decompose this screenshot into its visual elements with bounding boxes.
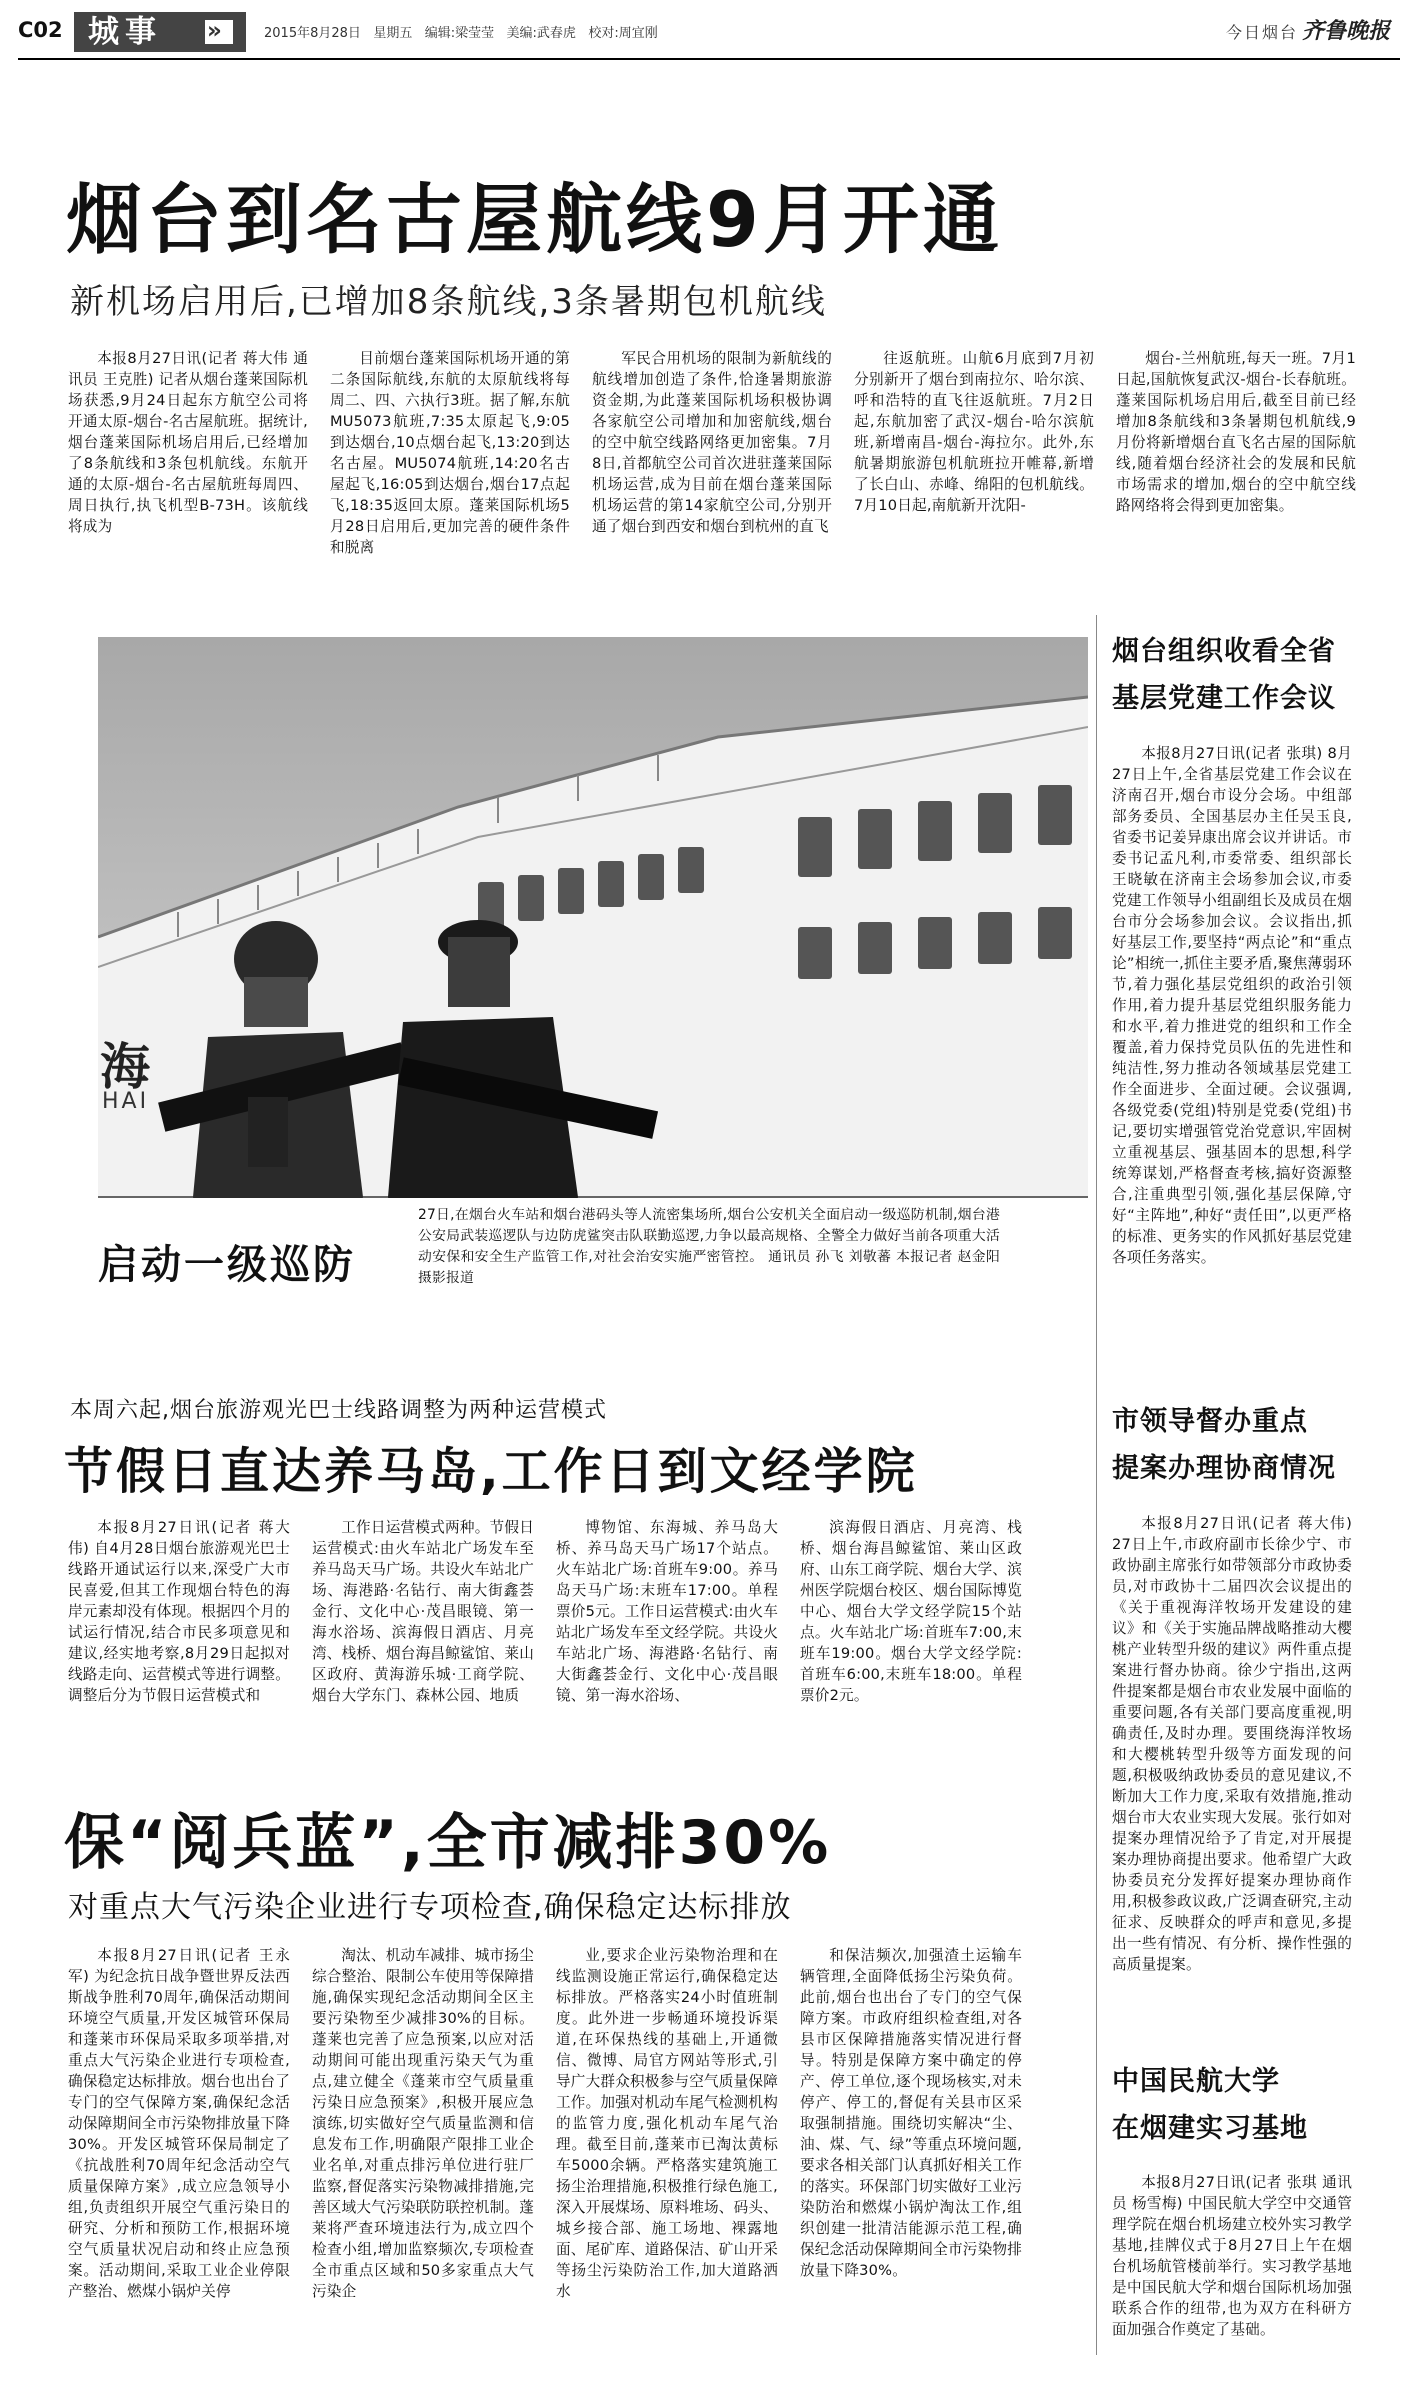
pollution-col-1: 本报8月27日讯(记者 王永军) 为纪念抗日战争暨世界反法西斯战争胜利70周年,确保活动期间环境空气质量,开发区城管环保局和蓬莱市环保局采取多项举措,对重点大气污染企业进行专项检查,确保稳定达标排放。烟台也出台了专门的空气保障方案,确保纪念活动保障期间全市污染物排放量下降30%。开发区城管环保局制定了《抗战胜利70周年纪念活动空气质量保障方案》,成立应急领导小组,负责组织开展空气重污染日的研究、分析和预防工作,根据环境空气质量状况启动和终止应急预案。活动期间,采取工业企业停限产整治、燃煤小锅炉关停 bbox=[68, 1947, 290, 2300]
proof-credit: 校对:周宜刚 bbox=[588, 26, 658, 41]
page-header bbox=[0, 0, 1417, 62]
header-rule bbox=[18, 58, 1400, 60]
ship-name-en: HAI bbox=[102, 1089, 150, 1114]
sidebar-divider bbox=[1096, 615, 1097, 2355]
sidebar1-body: 本报8月27日讯(记者 张琪) 8月27日上午,全省基层党建工作会议在济南召开,烟台市设分会场。中组部部务委员、全国基层办主任吴玉良,省委书记姜异康出席会议并讲话。市委书记孟凡利,市委常委、组织部长王晓敏在济南主会场参加会议,市委党建工作领导小组副组长及成员在烟台市分会场参加会议。会议指出,抓好基层工作,要坚持“两点论”和“重点论”相统一,抓住主要矛盾,聚焦薄弱环节,着力强化基层党组织的政治引领作用,着力提升基层党组织服务能力和水平,着力推进党的组织和工作全覆盖,着力保持党员队伍的先进性和纯洁性,努力推动各领域基层党建工作全面进步、全面过硬。会议强调,各级党委(党组)特别是党委(党组)书记,要切实增强管党治党意识,牢固树立重视基层、强基固本的思想,科学统筹谋划,严格督查考核,搞好资源整合,注重典型引领,强化基层保障,守好“主阵地”,种好“责任田”,以更严格的标准、更务实的作风抓好基层党建各项任务落实。 bbox=[1112, 745, 1352, 1266]
bus-kicker: 本周六起,烟台旅游观光巴士线路调整为两种运营模式 bbox=[70, 1398, 607, 1423]
art-credit: 美编:武春虎 bbox=[506, 26, 576, 41]
pollution-col-4: 和保洁频次,加强渣土运输车辆管理,全面降低扬尘污染负荷。此前,烟台也出台了专门的空气保障方案。市政府组织检查组,对各县市区保障措施落实情况进行督导。特别是保障方案中确定的停产、停工单位,逐个现场核实,对未停产、停工的,督促有关县市区采取强制措施。围绕切实解决“尘、油、煤、气、绿”等重点环境问题,要求各相关部门认真抓好相关工作的落实。环保部门切实做好工业污染防治和燃煤小锅炉淘汰工作,组织创建一批清洁能源示范工程,确保纪念活动保障期间全市污染物排放量下降30%。 bbox=[800, 1947, 1022, 2279]
section-name: 城事 bbox=[88, 14, 162, 50]
sidebar1-title-line1: 烟台组织收看全省 bbox=[1112, 636, 1336, 667]
pollution-subheadline: 对重点大气污染企业进行专项检查,确保稳定达标排放 bbox=[68, 1890, 792, 1925]
editor-credit: 编辑:梁莹莹 bbox=[424, 26, 495, 41]
column-name: 今日烟台 bbox=[1226, 23, 1299, 42]
lead-col-5: 烟台-兰州航班,每天一班。7月1日起,国航恢复武汉-烟台-长春航班。蓬莱国际机场启用后,截至目前已经增加8条航线和3条暑期包机航线,9月份将新增烟台直飞名古屋的国际航线,随着烟台经济社会的发展和民航市场需求的增加,烟台的空中航空线路网络将会得到更加密集。 bbox=[1116, 350, 1356, 514]
pollution-headline: 保“阅兵蓝”,全市减排30% bbox=[64, 1808, 832, 1878]
sidebar2-body: 本报8月27日讯(记者 蒋大伟) 27日上午,市政府副市长徐少宁、市政协副主席张行如带领部分市政协委员,对市政协十二届四次会议提出的《关于重视海洋牧场开发建设的建议》和《关于实施品牌战略推动大樱桃产业转型升级的建议》两件重点提案进行督办协商。徐少宁指出,这两件提案都是烟台市农业发展中面临的重要问题,各有关部门要高度重视,明确责任,及时办理。要围绕海洋牧场和大樱桃转型升级等方面发现的问题,积极吸纳政协委员的意见建议,不断加大工作力度,采取有效措施,推动烟台市大农业实现大发展。张行如对提案办理情况给予了肯定,对开展提案办理协商提出要求。他希望广大政协委员充分发挥好提案办理协商作用,积极参政议政,广泛调查研究,主动征求、反映群众的呼声和意见,多提出一些有情况、有分析、操作性强的高质量提案。 bbox=[1112, 1515, 1352, 1973]
chevron-glyph: » bbox=[207, 18, 222, 44]
pollution-col-2: 淘汰、机动车减排、城市扬尘综合整治、限制公车使用等保障措施,确保实现纪念活动期间全区主要污染物至少减排30%的目标。蓬莱也完善了应急预案,以应对活动期间可能出现重污染天气为重点,建立健全《蓬莱市空气质量重污染日应急预案》,积极开展应急演练,切实做好空气质量监测和信息发布工作,明确限产限排工业企业名单,对重点排污单位进行驻厂监察,督促落实污染物减排措施,完善区域大气污染联防联控机制。蓬莱将严查环境违法行为,成立四个检查小组,增加监察频次,专项检查全市重点区域和50多家重点大气污染企 bbox=[312, 1947, 534, 2300]
sidebar3-title-line1: 中国民航大学 bbox=[1112, 2066, 1280, 2097]
ship-name-cn: 海 bbox=[100, 1037, 150, 1096]
issue-weekday: 星期五 bbox=[373, 26, 413, 41]
bus-col-3: 博物馆、东海城、养马岛大桥、养马岛天马广场17个站点。火车站北广场:首班车9:00。养马岛天马广场:末班车17:00。单程票价5元。工作日运营模式:由火车站北广场发车至文经学院。共设火车站北广场、海港路·名钻行、南大街鑫荟金行、文化中心·茂昌眼镜、第一海水浴场、 bbox=[556, 1519, 778, 1704]
lead-col-2: 目前烟台蓬莱国际机场开通的第二条国际航线,东航的太原航线将每周二、四、六执行3班。据了解,东航MU5073航班,7:35太原起飞,9:05到达烟台,10点烟台起飞,13:20到达名古屋。MU5074航班,14:20名古屋起飞,16:05到达烟台,烟台17点起飞,18:35返回太原。蓬莱国际机场5月28日启用后,更加完善的硬件条件和脱离 bbox=[330, 350, 570, 556]
sidebar3-body: 本报8月27日讯(记者 张琪 通讯员 杨雪梅) 中国民航大学空中交通管理学院在烟台机场建立校外实习教学基地,挂牌仪式于8月27日上午在烟台机场航管楼前举行。实习教学基地是中国民航大学和烟台国际机场加强联系合作的纽带,也为双方在科研方面加强合作奠定了基础。 bbox=[1112, 2174, 1352, 2338]
photo-caption: 27日,在烟台火车站和烟台港码头等人流密集场所,烟台公安机关全面启动一级巡防机制,烟台港公安局武装巡逻队与边防虎鲨突击队联勤巡逻,力争以最高规格、全警全力做好当前各项重大活动安保和安全生产监管工作,对社会治安实施严密管控。 通讯员 孙飞 刘敬蕃 本报记者 赵金阳 摄影报道 bbox=[418, 1207, 1000, 1286]
masthead-logo: 齐鲁晚报 bbox=[1302, 18, 1391, 44]
sidebar2-title-line1: 市领导督办重点 bbox=[1112, 1406, 1308, 1437]
lead-headline: 烟台到名古屋航线9月开通 bbox=[66, 175, 1003, 264]
pollution-col-3: 业,要求企业污染物治理和在线监测设施正常运行,确保稳定达标排放。严格落实24小时值班制度。此外进一步畅通环境投诉渠道,在环保热线的基础上,开通微信、微博、局官方网站等形式,引导广大群众积极参与空气质量保障工作。加强对机动车尾气检测机构的监管力度,强化机动车尾气治理。截至目前,蓬莱市已淘汰黄标车5000余辆。严格落实建筑施工扬尘治理措施,积极推行绿色施工,深入开展煤场、原料堆场、码头、城乡接合部、施工场地、裸露地面、尾矿库、道路保洁、矿山开采等扬尘污染防治工作,加大道路洒水 bbox=[556, 1947, 778, 2300]
bus-col-1: 本报8月27日讯(记者 蒋大伟) 自4月28日烟台旅游观光巴士线路开通试运行以来,深受广大市民喜爱,但其工作现烟台特色的海岸元素却没有体现。根据四个月的试运行情况,结合市民多项意见和建议,经实地考察,8月29日起拟对线路走向、运营模式等进行调整。调整后分为节假日运营模式和 bbox=[68, 1519, 290, 1704]
sidebar3-title-line2: 在烟建实习基地 bbox=[1112, 2113, 1308, 2144]
bus-col-2: 工作日运营模式两种。节假日运营模式:由火车站北广场发车至养马岛天马广场。共设火车站北广场、海港路·名钻行、南大街鑫荟金行、文化中心·茂昌眼镜、第一海水浴场、滨海假日酒店、月亮湾、栈桥、烟台海昌鲸鲨馆、莱山区政府、黄海游乐城·工商学院、烟台大学东门、森林公园、地质 bbox=[312, 1519, 534, 1704]
lead-subheadline: 新机场启用后,已增加8条航线,3条暑期包机航线 bbox=[70, 282, 827, 322]
photo-title: 启动一级巡防 bbox=[98, 1242, 356, 1288]
lead-col-1: 本报8月27日讯(记者 蒋大伟 通讯员 王克胜) 记者从烟台蓬莱国际机场获悉,9月24日起东方航空公司将开通太原-烟台-名古屋航班。据统计,烟台蓬莱国际机场启用后,已经增加了8条航线和3条包机航线。东航开通的太原-烟台-名古屋航班每周四、周日执行,执飞机型B-73H。该航线将成为 bbox=[68, 350, 308, 535]
issue-date: 2015年8月28日 bbox=[264, 26, 361, 41]
lead-col-3: 军民合用机场的限制为新航线的航线增加创造了条件,恰逢暑期旅游资金期,为此蓬莱国际机场积极协调各家航空公司增加和加密航线,烟台的空中航空线路网络更加密集。7月8日,首都航空公司首次进驻蓬莱国际机场运营,成为目前在烟台蓬莱国际机场运营的第14家航空公司,分别开通了烟台到西安和烟台到杭州的直飞 bbox=[592, 350, 832, 535]
sidebar2-title-line2: 提案办理协商情况 bbox=[1112, 1453, 1336, 1484]
sidebar1-title-line2: 基层党建工作会议 bbox=[1112, 683, 1336, 714]
bus-headline: 节假日直达养马岛,工作日到文经学院 bbox=[64, 1443, 918, 1500]
page-number: C02 bbox=[18, 18, 63, 42]
bus-col-4: 滨海假日酒店、月亮湾、栈桥、烟台海昌鲸鲨馆、莱山区政府、山东工商学院、烟台大学、滨州医学院烟台校区、烟台国际博览中心、烟台大学文经学院15个站点。火车站北广场:首班车7:00,末班车19:00。烟台大学文经学院:首班车6:00,末班车18:00。单程票价2元。 bbox=[800, 1519, 1022, 1704]
lead-col-4: 往返航班。山航6月底到7月初分别新开了烟台到南拉尔、哈尔滨、呼和浩特的直飞往返航班。7月2日起,东航加密了武汉-烟台-哈尔滨航班,新增南昌-烟台-海拉尔。此外,东航暑期旅游包机航班拉开帷幕,新增了长白山、赤峰、绵阳的包机航线。7月10日起,南航新开沈阳- bbox=[854, 350, 1094, 514]
header-meta bbox=[264, 22, 658, 41]
